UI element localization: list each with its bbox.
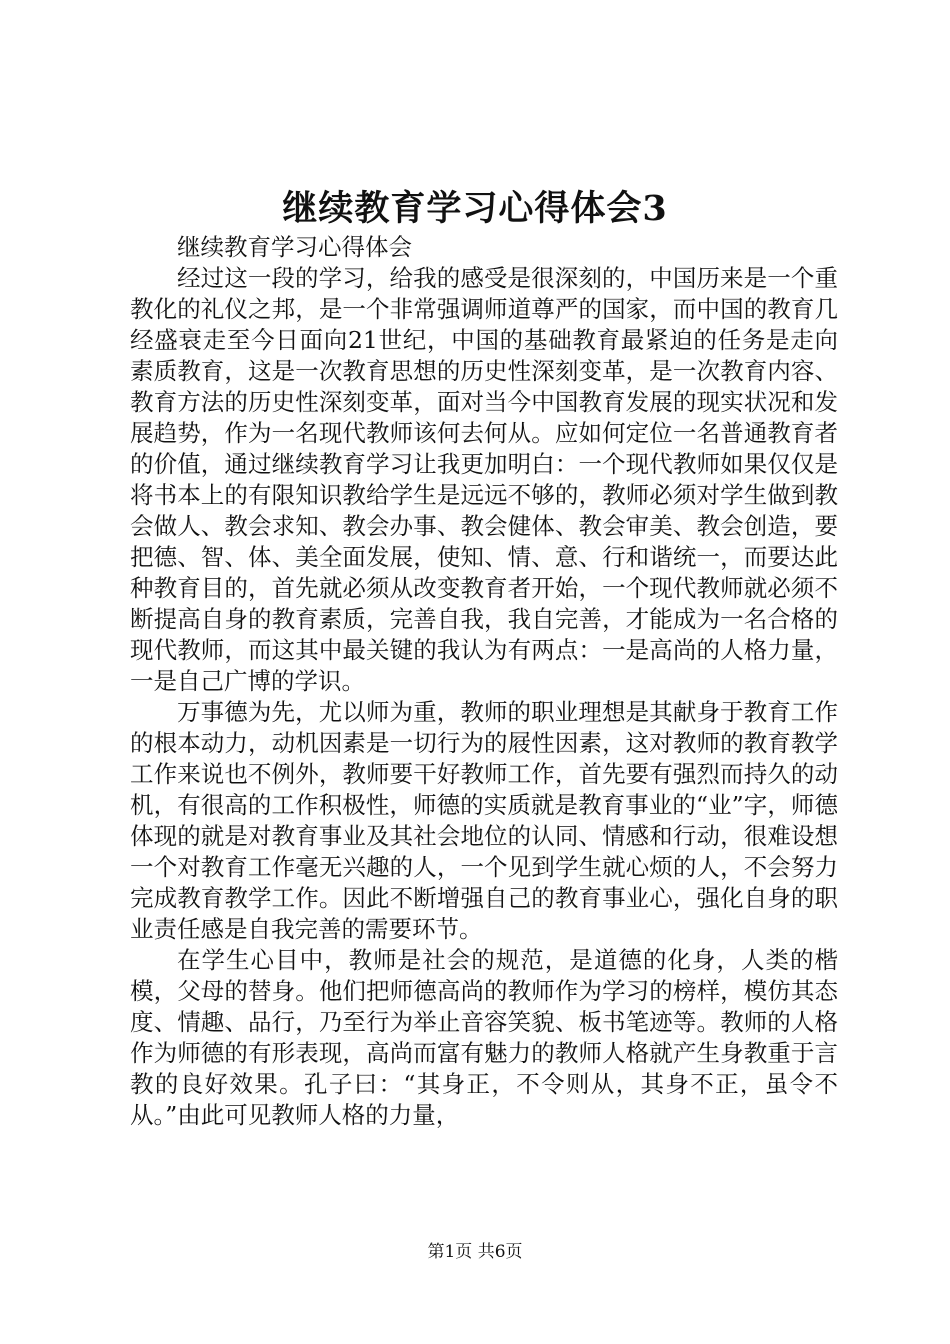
document-body [130, 232, 838, 1131]
page-footer: 第1页 共6页 [427, 1242, 523, 1262]
document-title: 继续教育学习心得体会3 [282, 188, 668, 229]
body-paragraph: 万事德为先，尤以师为重，教师的职业理想是其献身于教育工作的根本动力，动机因素是一切行为的屐性因素，这对教师的教育教学工作来说也不例外，教师要干好教师工作，首先要有强烈而持久的动机，有很高的工作积极性，师德的实质就是教育事业的“业”字，师德体现的就是对教育事业及其社会地位的认同、情感和行动，很难设想一个对教育工作毫无兴趣的人，一个见到学生就心烦的人，不会努力完成教育教学工作。因此不断增强自己的教育事业心，强化自身的职业责任感是自我完善的需要环节。 [130, 698, 838, 943]
body-paragraph: 在学生心目中，教师是社会的规范，是道德的化身，人类的楷模，父母的替身。他们把师德高尚的教师作为学习的榜样，模仿其态度、情趣、品行，乃至行为举止音容笑貌、板书笔迹等。教师的人格作为师德的有形表现，高尚而富有魅力的教师人格就产生身教重于言教的良好效果。孔子曰：“其身正，不令则从，其身不正，虽令不从。”由此可见教师人格的力量， [130, 946, 838, 1129]
body-paragraph: 经过这一段的学习，给我的感受是很深刻的，中国历来是一个重教化的礼仪之邦，是一个非常强调师道尊严的国家，而中国的教育几经盛衰走至今日面向21世纪，中国的基础教育最紧迫的任务是走向素质教育，这是一次教育思想的历史性深刻变革，是一次教育内容、教育方法的历史性深刻变革，面对当今中国教育发展的现实状况和发展趋势，作为一名现代教师该何去何从。应如何定位一名普通教育者的价值，通过继续教育学习让我更加明白：一个现代教师如果仅仅是将书本上的有限知识教给学生是远远不够的，教师必须对学生做到教会做人、教会求知、教会办事、教会健体、教会审美、教会创造，要把德、智、体、美全面发展，使知、情、意、行和谐统一，而要达此种教育目的，首先就必须从改变教育者开始，一个现代教师就必须不断提高自身的教育素质，完善自我，我自完善，才能成为一名合格的现代教师，而这其中最关键的我认为有两点：一是高尚的人格力量，一是自己广博的学识。 [130, 264, 838, 695]
subtitle-paragraph: 继续教育学习心得体会 [177, 233, 412, 261]
